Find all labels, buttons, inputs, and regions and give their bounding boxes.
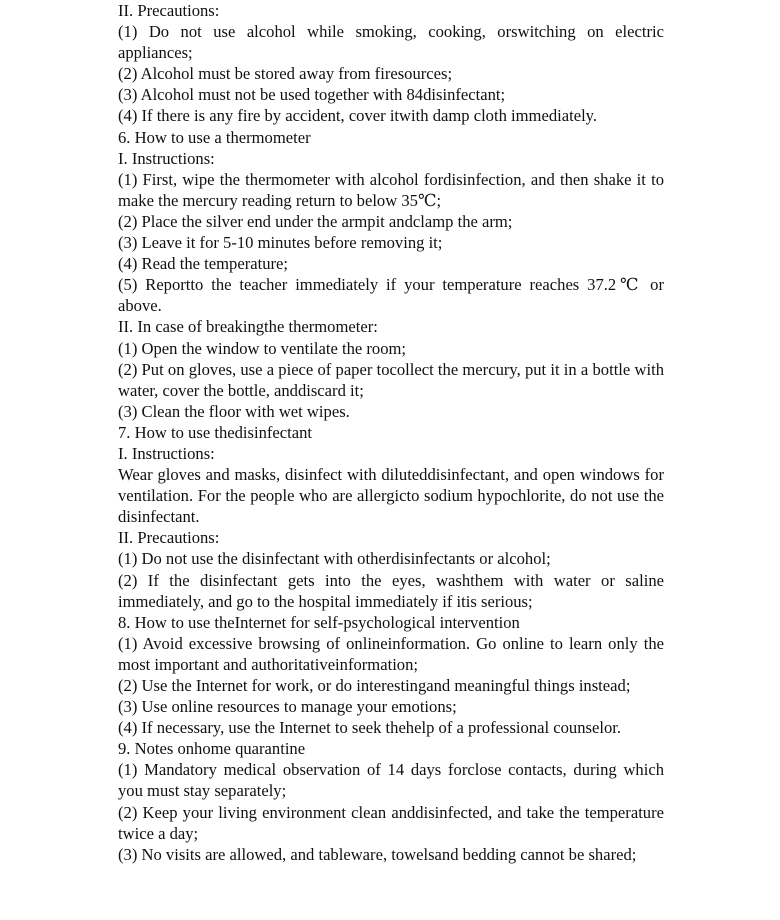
text-line: (3) Clean the floor with wet wipes.	[118, 401, 350, 421]
section-heading: 8. How to use theInternet for self-psychological intervention	[118, 612, 520, 632]
text-line: (4) Read the temperature;	[118, 254, 289, 274]
text-line: (1) Mandatory medical observation of 14 days forclose contacts, during which you must stay separately;	[118, 760, 664, 801]
text-line: (3) Leave it for 5-10 minutes before removing it;	[118, 233, 443, 253]
section-heading: 7. How to use thedisinfectant	[118, 422, 313, 442]
section-heading: 9. Notes onhome quarantine	[118, 739, 306, 759]
text-line: (1) Do not use alcohol while smoking, cooking, orswitching on electric appliances;	[118, 22, 664, 63]
text-line: (2) Use the Internet for work, or do interestingand meaningful things instead;	[118, 676, 631, 695]
text-line: (2) If the disinfectant gets into the eyes, washthem with water or saline immediately, and go to the hospital immediately if itis serious;	[118, 570, 664, 611]
section-heading: 6. How to use a thermometer	[118, 127, 311, 147]
text-line: (3) Alcohol must not be used together with 84disinfectant;	[118, 85, 506, 105]
text-line: (2) Alcohol must be stored away from firesources;	[118, 64, 453, 84]
subsection-heading: I. Instructions:	[118, 148, 215, 168]
subsection-heading: II. In case of breakingthe thermometer:	[118, 317, 378, 337]
text-line: (1) Do not use the disinfectant with otherdisinfectants or alcohol;	[118, 549, 551, 569]
text-line: (4) If necessary, use the Internet to seek thehelp of a professional counselor.	[118, 718, 622, 738]
text-line: (3) Use online resources to manage your emotions;	[118, 697, 457, 717]
text-line: (4) If there is any fire by accident, cover itwith damp cloth immediately.	[118, 106, 598, 126]
text-line: (1) First, wipe the thermometer with alcohol fordisinfection, and then shake it to make the mercury reading return to below 35℃;	[118, 169, 664, 210]
text-line: (2) Keep your living environment clean anddisinfected, and take the temperature twice a day;	[118, 802, 664, 843]
text-line: Wear gloves and masks, disinfect with diluteddisinfectant, and open windows for ventilation. For the people who are allergicto sodium hypochlorite, do not use the disinfectant.	[118, 465, 664, 527]
text-line: (2) Place the silver end under the armpit andclamp the arm;	[118, 211, 513, 231]
subsection-heading: I. Instructions:	[118, 443, 215, 463]
text-line: (1) Open the window to ventilate the room;	[118, 338, 407, 358]
text-line: (5) Reportto the teacher immediately if your temperature reaches 37.2℃ or above.	[118, 275, 664, 316]
text-line: (3) No visits are allowed, and tableware, towelsand bedding cannot be shared;	[118, 844, 637, 864]
text-line: (2) Put on gloves, use a piece of paper tocollect the mercury, put it in a bottle with water, cover the bottle, anddiscard it;	[118, 359, 664, 400]
text-line: (1) Avoid excessive browsing of onlineinformation. Go online to learn only the most important and authoritativeinformation;	[118, 633, 664, 674]
text-line: II. Precautions:	[118, 1, 220, 20]
subsection-heading: II. Precautions:	[118, 528, 220, 548]
document-body	[118, 0, 664, 865]
